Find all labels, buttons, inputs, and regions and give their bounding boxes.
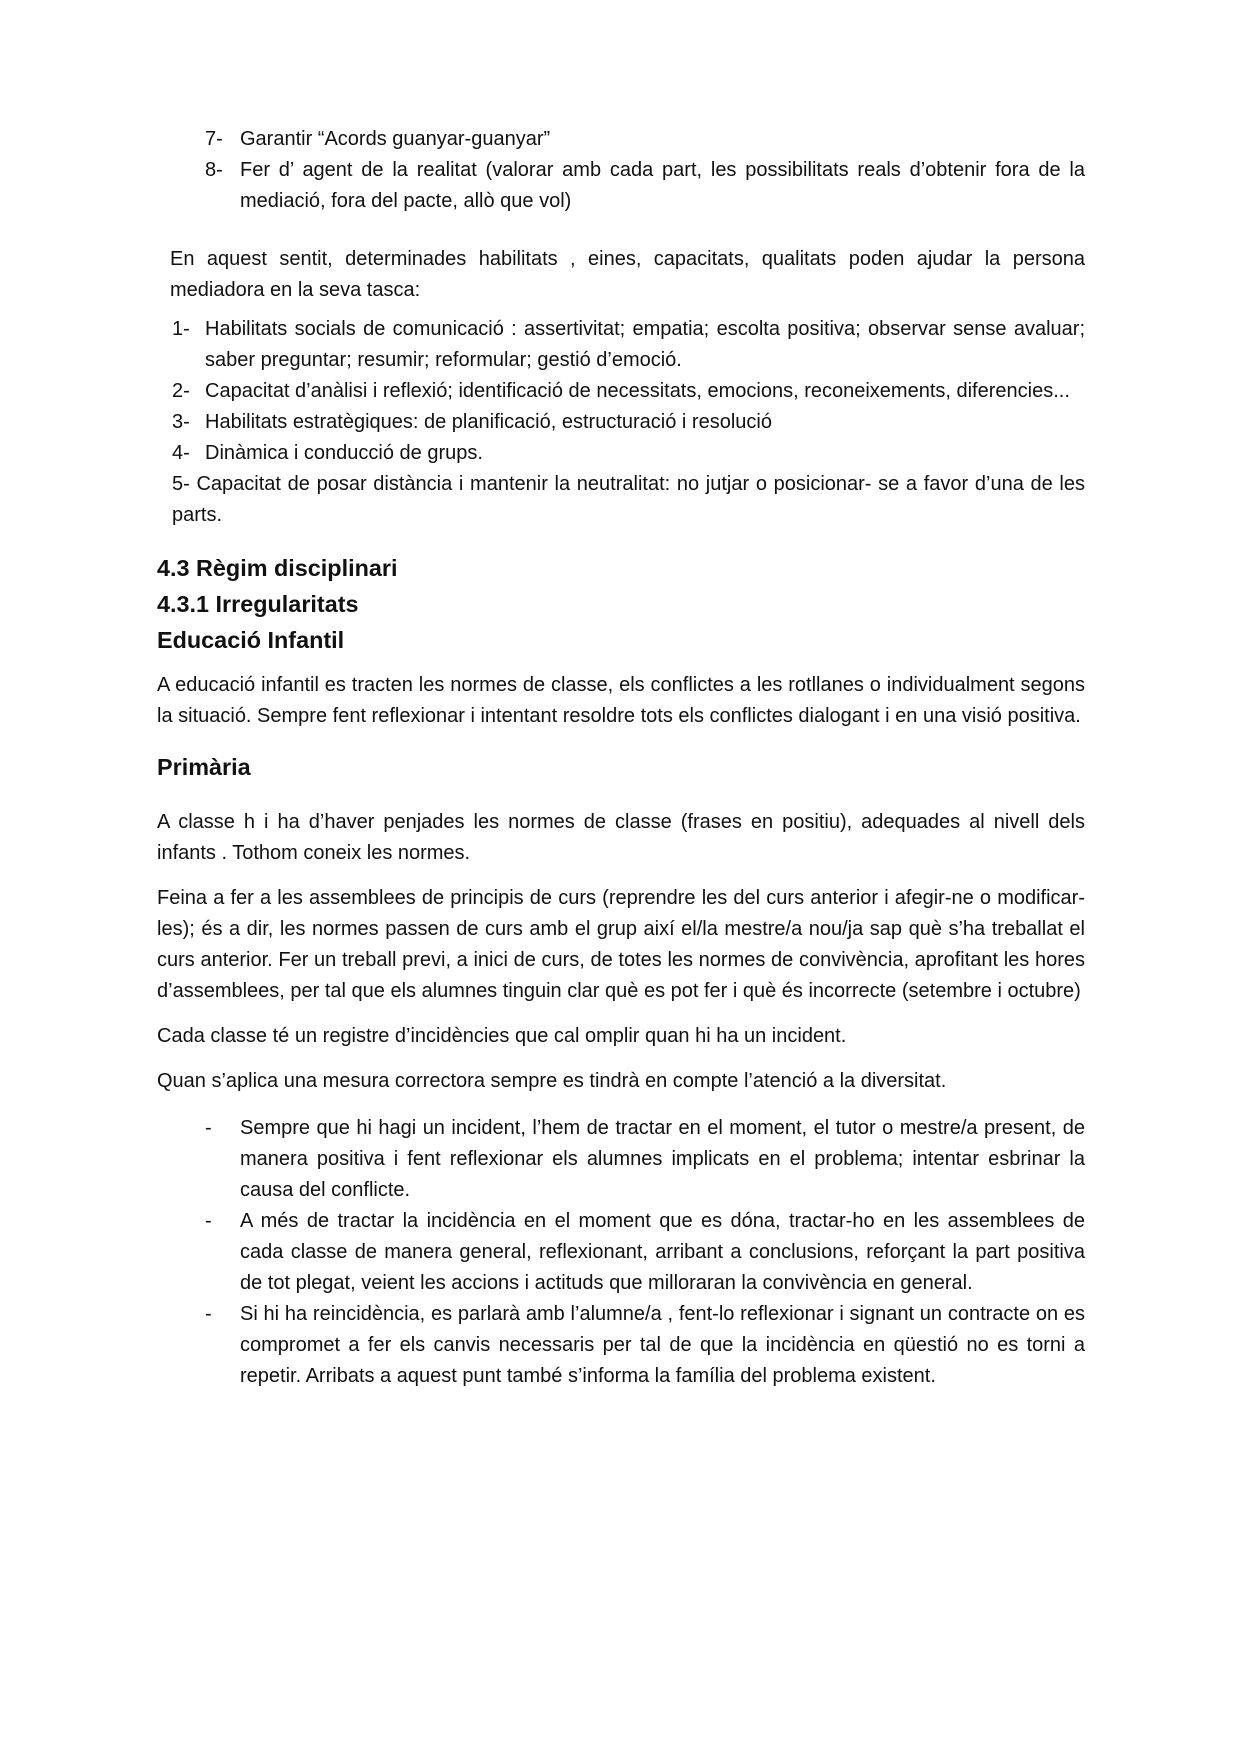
list-item [205, 155, 1085, 217]
dash-bullet: - [205, 1117, 212, 1139]
list-item-text: Capacitat de posar distància i mantenir la neutralitat: no jutjar o posicionar- se a favor d’una de les parts. [172, 473, 1085, 526]
list-item [172, 376, 1085, 407]
heading-regim-disciplinari: 4.3 Règim disciplinari [157, 555, 398, 581]
paragraph-educacio-infantil: A educació infantil es tracten les normes de classe, els conflictes a les rotllanes o individualment segons la situació. Sempre fent reflexionar i intentant resoldre tots els conflictes dialogant i en una visió positiva. [157, 674, 1085, 727]
dash-bullet: - [205, 1210, 212, 1232]
mediator-goals-list [157, 124, 1085, 217]
list-item-text: Garantir “Acords guanyar-guanyar” [240, 128, 551, 150]
list-number: 7- [205, 128, 223, 150]
list-item-text: Fer d’ agent de la realitat (valorar amb cada part, les possibilitats reals d’obtenir fora de la mediació, fora del pacte, allò que vol) [240, 159, 1085, 212]
paragraph-registre-incidencies: Cada classe té un registre d’incidències que cal omplir quan hi ha un incident. [157, 1025, 847, 1047]
list-number: 4- [172, 442, 190, 464]
list-item [205, 1113, 1085, 1206]
dash-bullet: - [205, 1303, 212, 1325]
list-item-text: Sempre que hi hagi un incident, l’hem de tractar en el moment, el tutor o mestre/a present, de manera positiva i fent reflexionar els alumnes implicats en el problema; intentar esbrinar la causa del conflicte. [240, 1117, 1085, 1201]
list-item [205, 124, 1085, 155]
list-number: 5- [172, 473, 190, 495]
paragraph-mesura-correctora: Quan s’aplica una mesura correctora sempre es tindrà en compte l’atenció a la diversitat. [157, 1070, 947, 1092]
list-item [172, 438, 1085, 469]
heading-primaria: Primària [157, 754, 251, 780]
list-item-text: Dinàmica i conducció de grups. [205, 442, 483, 464]
incident-procedure-list [157, 1113, 1085, 1392]
list-item [172, 407, 1085, 438]
paragraph-feina-assemblees: Feina a fer a les assemblees de principis de curs (reprendre les del curs anterior i afegir-ne o modificar-les); és a dir, les normes passen de curs amb el grup així el/la mestre/a nou/ja sap què s’ha treballat el curs anterior. Fer un treball previ, a inici de curs, de totes les normes de convivència, aprofitant les hores d’assemblees, per tal que els alumnes tinguin clar què es pot fer i què és incorrecte (setembre i octubre) [157, 887, 1085, 1002]
list-item [172, 314, 1085, 376]
list-number: 3- [172, 411, 190, 433]
list-item-text: Habilitats estratègiques: de planificació, estructuració i resolució [205, 411, 772, 433]
list-item-text: Si hi ha reincidència, es parlarà amb l’alumne/a , fent-lo reflexionar i signant un contracte on es compromet a fer els canvis necessaris per tal de que la incidència en qüestió no es torni a repetir. Arribats a aquest punt també s’informa la família del problema existent. [240, 1303, 1085, 1387]
list-number: 8- [205, 159, 223, 181]
list-item [205, 1299, 1085, 1392]
intro-paragraph: En aquest sentit, determinades habilitats , eines, capacitats, qualitats poden ajudar la persona mediadora en la seva tasca: [170, 248, 1085, 301]
heading-educacio-infantil: Educació Infantil [157, 627, 345, 653]
list-item-text: Habilitats socials de comunicació : assertivitat; empatia; escolta positiva; observar sense avaluar; saber preguntar; resumir; reformular; gestió d’emoció. [205, 318, 1085, 371]
heading-irregularitats: 4.3.1 Irregularitats [157, 591, 359, 617]
mediator-skills-list [157, 314, 1085, 531]
paragraph-normes-classe: A classe h i ha d’haver penjades les normes de classe (frases en positiu), adequades al nivell dels infants . Tothom coneix les normes. [157, 811, 1085, 864]
list-number: 2- [172, 380, 190, 402]
list-item [205, 1206, 1085, 1299]
list-item-text: A més de tractar la incidència en el moment que es dóna, tractar-ho en les assemblees de cada classe de manera general, reflexionant, arribant a conclusions, reforçant la part positiva de tot plegat, veient les accions i actituds que milloraran la convivència en general. [240, 1210, 1085, 1294]
list-number: 1- [172, 318, 190, 340]
list-item-text: Capacitat d’anàlisi i reflexió; identificació de necessitats, emocions, reconeixements, diferencies... [205, 380, 1070, 402]
list-item [172, 469, 1085, 531]
